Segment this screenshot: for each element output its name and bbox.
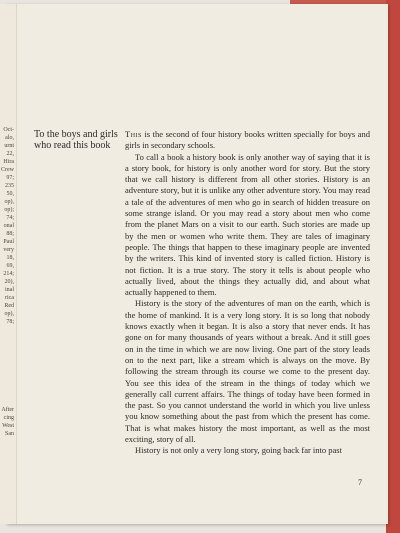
previous-page-fragment: 50, xyxy=(6,191,14,197)
previous-page-fragment: Hira xyxy=(3,159,14,165)
previous-page-fragment: After xyxy=(1,407,14,413)
previous-page-fragment: very xyxy=(3,247,14,253)
previous-page-fragment: 235 xyxy=(5,183,14,189)
paragraph-1 xyxy=(125,129,370,152)
previous-page-fragment: West xyxy=(2,423,14,429)
side-heading: To the boys and girls who read this book xyxy=(34,129,118,151)
previous-page-fragment: onal xyxy=(3,223,14,229)
paragraph-2: To call a book a history book is only another way of saying that it is a story book, for history is only another word for story. But the story that we call history is different from all other stories. History is an adventure story, but it is unlike any other adventure story. You may read a tale of the adventures of men who go in search of hidden treasure on some strange island. Or you may read a story about men who come from the planet Mars on a visit to our earth. Such stories are made up by the men or women who write them. They are tales of imaginary people. The things that happen to these imaginary people are invented by the writers. This kind of invented story is called fiction. History is not fiction. It is a true story. The story it tells is about people who actually lived, about the things they actually did, and about what actually happened to them. xyxy=(125,151,370,298)
previous-page-fragment: Paul xyxy=(3,239,14,245)
page-number: 7 xyxy=(358,478,362,487)
previous-page-fragment: op), xyxy=(4,311,14,317)
previous-page-fragment: 214; xyxy=(3,271,14,277)
previous-page-fragment: 78; xyxy=(6,319,14,325)
previous-page-fragment: op), xyxy=(4,199,14,205)
previous-page-edge xyxy=(0,4,17,524)
previous-page-fragment: 20), xyxy=(4,279,14,285)
previous-page-fragment: Crew xyxy=(1,167,14,173)
previous-page-fragment: op); xyxy=(4,207,14,213)
previous-page-fragment: inal xyxy=(5,287,14,293)
paragraph-4: History is not only a very long story, going back far into past xyxy=(135,445,342,456)
previous-page-fragment: 18, xyxy=(6,255,14,261)
lead-caps: This xyxy=(125,129,142,139)
previous-page-fragment: rica xyxy=(5,295,14,301)
previous-page-fragment: 97; xyxy=(6,175,14,181)
previous-page-fragment: 74; xyxy=(6,215,14,221)
paragraph-1-text: is the second of four history books written specially for boys and girls in secondary schools. xyxy=(125,129,370,151)
body-text xyxy=(125,129,370,457)
previous-page-fragment: alo, xyxy=(5,135,14,141)
previous-page-fragment: 69, xyxy=(6,263,14,269)
previous-page-fragment: 88; xyxy=(6,231,14,237)
previous-page-fragment: San xyxy=(5,431,14,437)
previous-page-fragment: urnt xyxy=(4,143,14,149)
paragraph-3: History is the story of the adventures of man on the earth, which is the home of mankind. It is a very long story. It is so long that nobody knows exactly when it began. It is also a story that never ends. It has gone on for many thousands of years without a break. And it still goes on in the time in which we are now living. One part of the story leads on to the next part, like a stream which is always on the move. By following the stream through its course we come to the present day. You see this idea of the stream in the things of today which we generally call current affairs. The things of today have been formed in the past. So you cannot understand the world in which you live unless you know something about the past from which the present has come. That is what makes history the most important, as well as the most exciting, story of all. xyxy=(125,298,370,445)
previous-page-fragment: Oct- xyxy=(3,127,14,133)
previous-page-fragment: cing xyxy=(3,415,14,421)
previous-page-fragment: 22, xyxy=(6,151,14,157)
previous-page-fragment: Red xyxy=(4,303,14,309)
cover-right-edge xyxy=(386,0,400,533)
